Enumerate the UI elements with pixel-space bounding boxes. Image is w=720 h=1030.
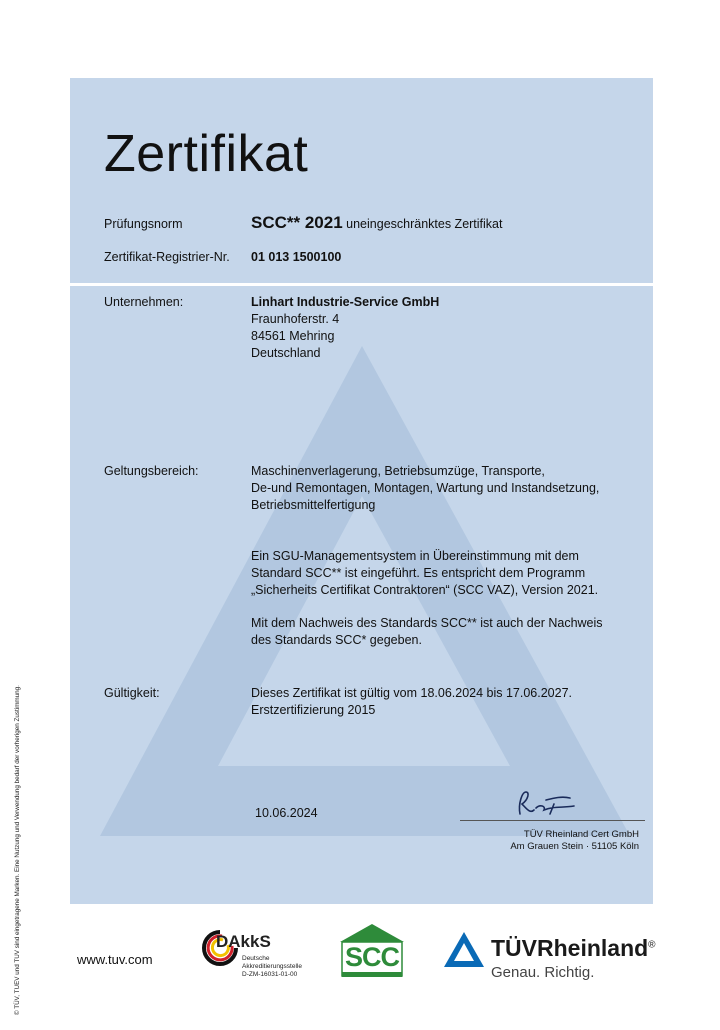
scope-para1-line: Ein SGU-Managementsystem in Übereinstimmung mit dem: [251, 549, 579, 563]
standard-note: uneingeschränktes Zertifikat: [346, 217, 503, 231]
standard-value: SCC** 2021: [251, 213, 343, 232]
scope-para2-line: Mit dem Nachweis des Standards SCC** ist auch der Nachweis: [251, 616, 603, 630]
standard-label: Prüfungsnorm: [104, 217, 183, 231]
company-city: 84561 Mehring: [251, 329, 335, 343]
signature-image: [510, 786, 590, 822]
company-street: Fraunhoferstr. 4: [251, 312, 340, 326]
registry-label: Zertifikat-Registrier-Nr.: [104, 250, 230, 264]
trademark-note: © TÜV, TUEV und TUV sind eingetragene Marken. Eine Nutzung und Verwendung bedarf der vorherigen Zustimmung.: [14, 685, 21, 1015]
scc-logo-text: SCC: [344, 942, 399, 972]
scope-line: Betriebsmittelfertigung: [251, 498, 376, 512]
scope-line: De-und Remontagen, Montagen, Wartung und Instandsetzung,: [251, 481, 600, 495]
company-country: Deutschland: [251, 346, 321, 360]
scope-para2-line: des Standards SCC* gegeben.: [251, 633, 422, 647]
dakks-line2: Akkreditierungsstelle: [242, 963, 302, 970]
tuv-slogan: Genau. Richtig.: [491, 964, 595, 981]
signature-date: 10.06.2024: [255, 806, 318, 820]
standard-value-row: [251, 214, 503, 233]
scope-label: Geltungsbereich:: [104, 464, 199, 478]
dakks-name: DAkkS: [216, 932, 271, 951]
certificate-panel: [70, 78, 653, 904]
validity-label: Gültigkeit:: [104, 686, 160, 700]
scope-line: Maschinenverlagerung, Betriebsumzüge, Transporte,: [251, 464, 545, 478]
validity-line1: Dieses Zertifikat ist gültig vom 18.06.2024 bis 17.06.2027.: [251, 686, 573, 700]
validity-line2: Erstzertifizierung 2015: [251, 703, 376, 717]
issuer-name: TÜV Rheinland Cert GmbH: [523, 829, 639, 840]
tuv-registered-mark: ®: [648, 939, 656, 951]
footer-url[interactable]: www.tuv.com: [77, 952, 153, 967]
registry-value: 01 013 1500100: [251, 250, 342, 264]
header-separator: [70, 283, 653, 286]
dakks-line1: Deutsche: [242, 955, 270, 962]
dakks-badge: [200, 926, 320, 982]
scc-logo: [338, 924, 406, 980]
company-label: Unternehmen:: [104, 295, 184, 309]
tuv-triangle-icon: [443, 931, 485, 969]
company-name: Linhart Industrie-Service GmbH: [251, 295, 440, 309]
tuv-brand: [491, 935, 656, 962]
scope-para1-line: „Sicherheits Certifikat Contraktoren“ (SCC VAZ), Version 2021.: [251, 583, 599, 597]
signature-line: [460, 820, 645, 821]
tuv-rheinland-logo: [443, 929, 656, 985]
tuv-name: TÜVRheinland: [491, 935, 649, 961]
issuer-address: Am Grauen Stein · 51105 Köln: [510, 841, 639, 852]
dakks-id: D-ZM-16031-01-00: [242, 971, 298, 978]
page-title: Zertifikat: [104, 125, 309, 183]
scope-para1-line: Standard SCC** ist eingeführt. Es entspricht dem Programm: [251, 566, 586, 580]
